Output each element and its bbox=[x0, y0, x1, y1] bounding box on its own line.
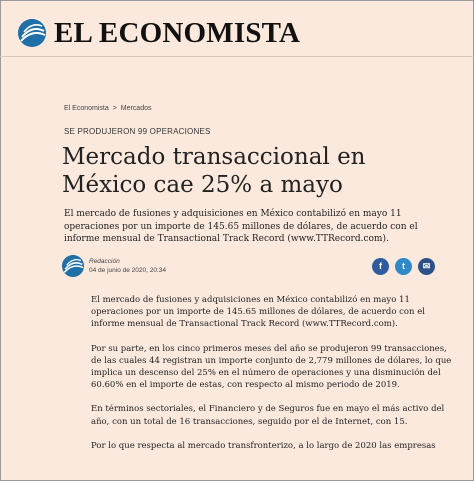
article-summary: El mercado de fusiones y adquisiciones en México contabilizó en mayo 11 operaciones por un importe de 145.65 millones de dólares, de acuerdo con el informe mensual de Transactional Track Record (www.TTRecord.com). bbox=[64, 209, 418, 244]
twitter-icon: t bbox=[402, 261, 405, 271]
article-paragraph: En términos sectoriales, el Financiero y de Seguros fue en mayo el más activo del año, con un total de 16 transacciones, seguido por el de Internet, con 15. bbox=[91, 404, 445, 427]
article-kicker: SE PRODUJERON 99 OPERACIONES bbox=[64, 127, 211, 136]
twitter-share-button[interactable] bbox=[395, 258, 412, 275]
article-byline bbox=[62, 253, 166, 279]
breadcrumb-home[interactable]: El Economista bbox=[64, 105, 109, 112]
article-paragraph: El mercado de fusiones y adquisiciones en México contabilizó en mayo 11 operaciones por un importe de 145.65 millones de dólares, de acuerdo con el informe mensual de Transactional Track Record (www.TTRecord.com). bbox=[91, 295, 425, 330]
header-divider bbox=[0, 56, 474, 57]
site-brand[interactable]: EL ECONOMISTA bbox=[54, 16, 301, 49]
byline-text bbox=[89, 257, 166, 275]
article-paragraph: Por lo que respecta al mercado transfronterizo, a lo largo de 2020 las empresas bbox=[91, 440, 436, 451]
site-header bbox=[18, 14, 300, 52]
article-headline: Mercado transaccional en México cae 25% a mayo bbox=[62, 144, 366, 198]
el-economista-logo-icon[interactable] bbox=[18, 19, 46, 47]
author-name[interactable]: Redacción bbox=[89, 258, 120, 265]
breadcrumb bbox=[64, 105, 151, 112]
breadcrumb-section[interactable]: Mercados bbox=[120, 105, 152, 112]
email-share-button[interactable] bbox=[418, 258, 435, 275]
breadcrumb-separator: > bbox=[112, 105, 117, 112]
facebook-icon: f bbox=[379, 261, 382, 271]
share-buttons bbox=[366, 258, 435, 275]
facebook-share-button[interactable] bbox=[372, 258, 389, 275]
article-paragraph: Por su parte, en los cinco primeros meses del año se produjeron 99 transacciones, de las cuales 44 registran un importe conjunto de 2,779 millones de dólares, lo que implica un descenso del 25% en el número de operaciones y una disminución del 60.60% en el importe de estas, con respecto al mismo periodo de 2019. bbox=[91, 343, 452, 391]
mail-icon: ✉ bbox=[422, 261, 431, 271]
publish-date: 04 de junio de 2020, 20:34 bbox=[89, 267, 166, 274]
article-body bbox=[91, 294, 456, 464]
author-avatar[interactable] bbox=[62, 255, 84, 277]
